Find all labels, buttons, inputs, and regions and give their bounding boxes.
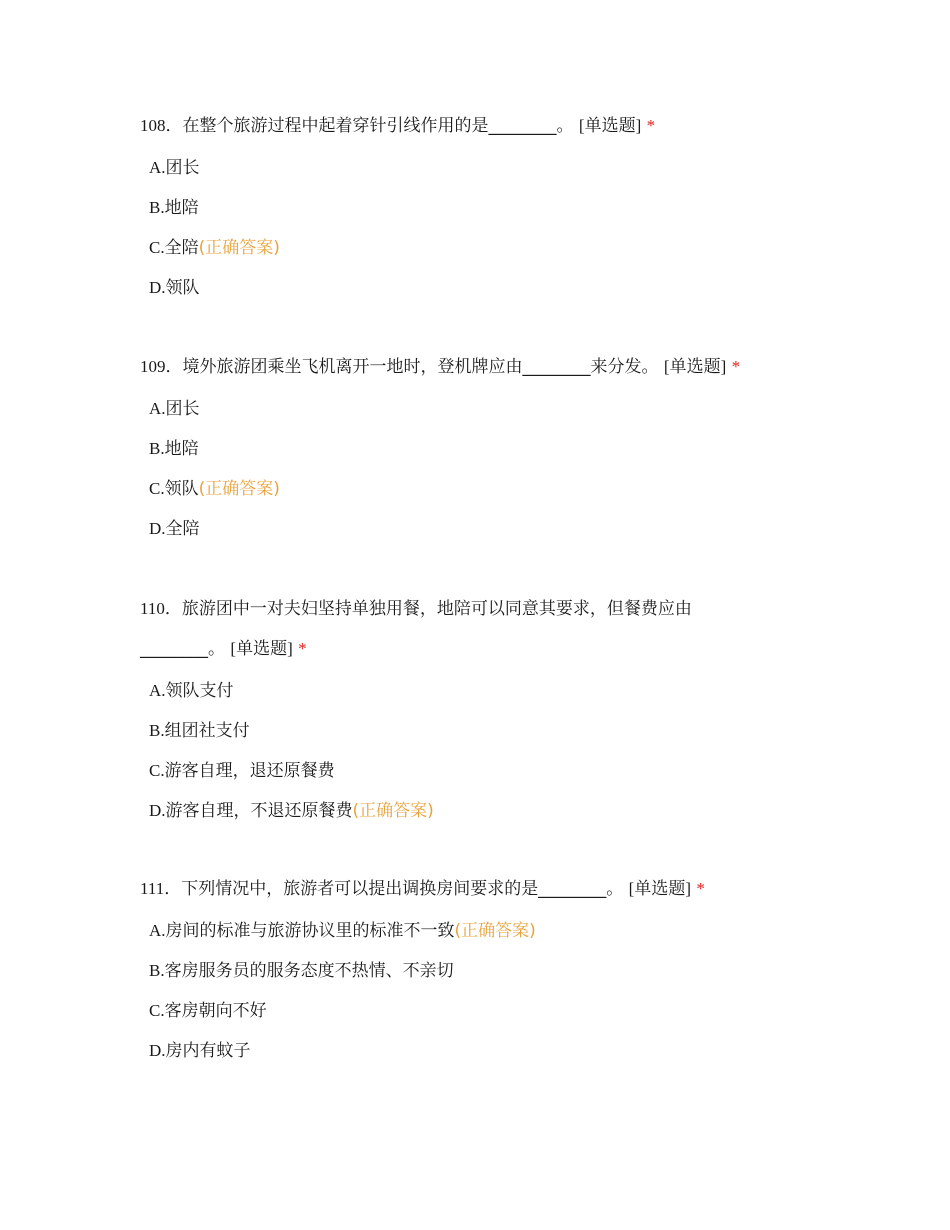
option-list bbox=[140, 671, 752, 831]
question-111 bbox=[140, 869, 820, 1071]
question-stem: 下列情况中，旅游者可以提出调换房间要求的是________。 bbox=[181, 879, 624, 899]
option-list bbox=[140, 148, 820, 308]
question-stem: 旅游团中一对夫妇坚持单独用餐，地陪可以同意其要求，但餐费应由________。 bbox=[140, 599, 692, 659]
correct-answer-mark: (正确答案) bbox=[352, 801, 434, 821]
correct-answer-mark: (正确答案) bbox=[454, 921, 536, 941]
required-mark: * bbox=[696, 879, 705, 898]
question-type: [单选题] bbox=[230, 639, 293, 658]
question-title bbox=[140, 106, 820, 146]
question-number: 109． bbox=[140, 357, 183, 376]
required-mark: * bbox=[731, 357, 741, 376]
option-b: B.组团社支付 bbox=[149, 721, 250, 741]
question-109 bbox=[140, 347, 820, 549]
option-list bbox=[140, 389, 820, 549]
question-stem: 在整个旅游过程中起着穿针引线作用的是________。 bbox=[182, 116, 574, 136]
option-a: A.团长 bbox=[149, 399, 200, 419]
option-c: C.客房朝向不好 bbox=[149, 1001, 267, 1021]
question-title bbox=[140, 869, 820, 909]
option-c: C.全陪(正确答案) bbox=[149, 238, 280, 258]
option-d: D.游客自理，不退还原餐费(正确答案) bbox=[149, 801, 434, 821]
correct-answer-mark: (正确答案) bbox=[198, 479, 280, 499]
option-c: C.领队(正确答案) bbox=[149, 479, 280, 499]
option-d: D.领队 bbox=[149, 278, 200, 298]
question-title bbox=[140, 347, 820, 387]
option-list bbox=[140, 911, 820, 1071]
option-c: C.游客自理，退还原餐费 bbox=[149, 761, 335, 781]
question-stem: 境外旅游团乘坐飞机离开一地时，登机牌应由________来分发。 bbox=[182, 357, 659, 377]
option-b: B.客房服务员的服务态度不热情、不亲切 bbox=[149, 961, 454, 981]
option-d: D.房内有蚊子 bbox=[149, 1041, 251, 1061]
option-a: A.领队支付 bbox=[149, 681, 234, 701]
question-number: 108． bbox=[140, 116, 183, 135]
correct-answer-mark: (正确答案) bbox=[198, 238, 280, 258]
required-mark: * bbox=[646, 116, 656, 135]
question-number: 110． bbox=[140, 599, 182, 618]
option-b: B.地陪 bbox=[149, 439, 199, 459]
option-a: A.房间的标准与旅游协议里的标准不一致(正确答案) bbox=[149, 921, 536, 941]
question-110 bbox=[140, 589, 752, 831]
question-108 bbox=[140, 106, 820, 308]
option-d: D.全陪 bbox=[149, 519, 200, 539]
option-a: A.团长 bbox=[149, 158, 200, 178]
question-title bbox=[140, 589, 752, 669]
question-number: 111． bbox=[140, 879, 182, 898]
question-type: [单选题] bbox=[663, 357, 727, 376]
question-type: [单选题] bbox=[628, 879, 691, 898]
required-mark: * bbox=[298, 639, 307, 658]
question-type: [单选题] bbox=[578, 116, 642, 135]
option-b: B.地陪 bbox=[149, 198, 199, 218]
